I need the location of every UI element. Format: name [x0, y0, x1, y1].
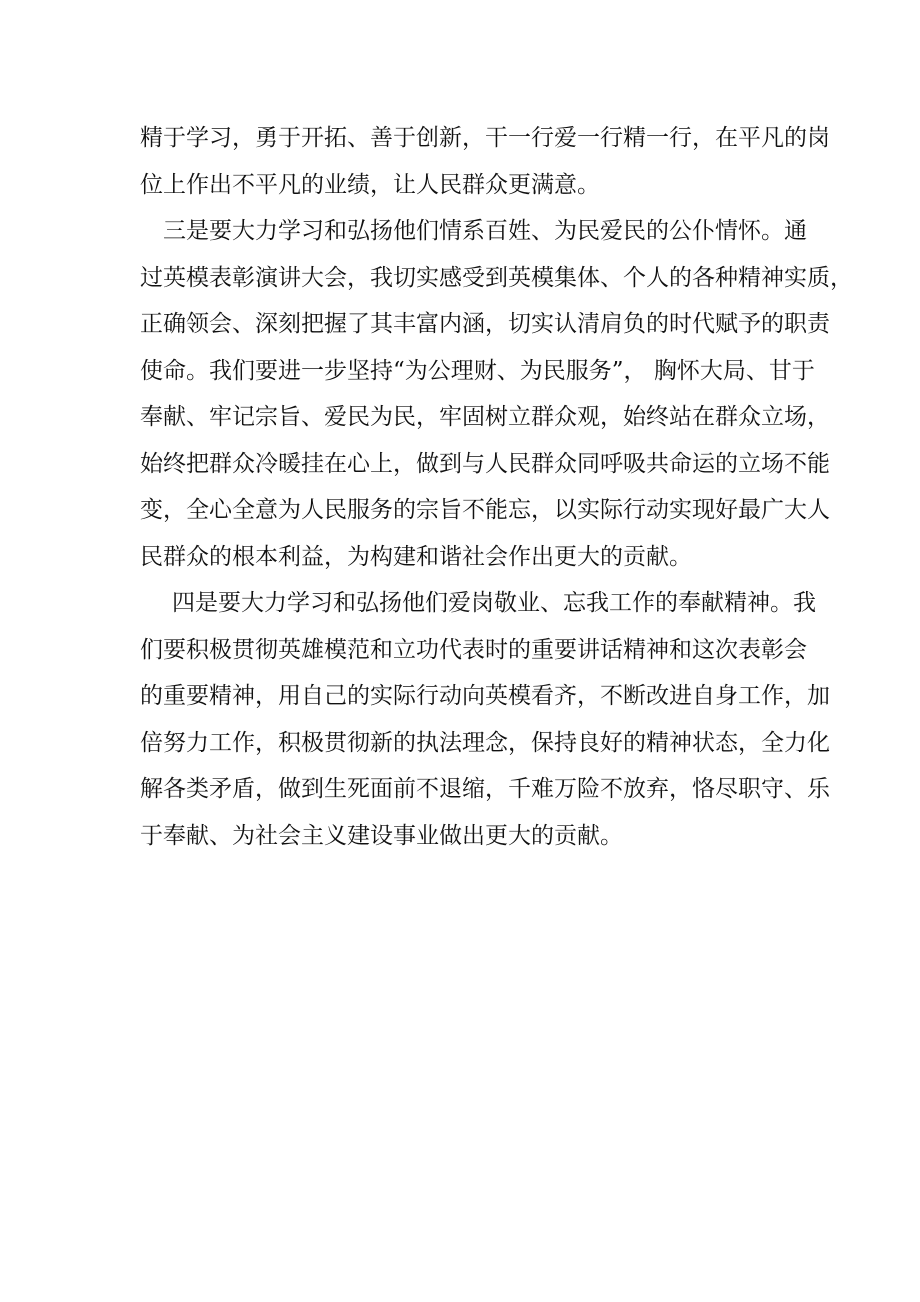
- text-line: 四是要大力学习和弘扬他们爱岗敬业、忘我工作的奉献精神。我: [172, 590, 816, 616]
- text-line: 解各类矛盾，做到生死面前不退缩，千难万险不放弃，恪尽职守、乐: [140, 776, 830, 802]
- text-line: 变，全心全意为人民服务的宗旨不能忘，以实际行动实现好最广大人: [140, 497, 830, 523]
- text-line: 民群众的根本利益，为构建和谐社会作出更大的贡献。: [140, 543, 692, 570]
- text-line: 正确领会、深刻把握了其丰富内涵，切实认清肩负的时代赋予的职责: [140, 311, 830, 337]
- paragraph-point-three: [140, 208, 853, 580]
- text-line: 倍努力工作，积极贯彻新的执法理念，保持良好的精神状态，全力化: [140, 729, 830, 756]
- text-line: 的重要精神，用自己的实际行动向英模看齐，不断改进自身工作，加: [140, 683, 830, 709]
- text-line: 始终把群众冷暖挂在心上，做到与人民群众同呼吸共命运的立场不能: [140, 450, 830, 477]
- text-line: 奉献、牢记宗旨、爱民为民，牢固树立群众观，始终站在群众立场，: [140, 404, 830, 430]
- text-line: 于奉献、为社会主义建设事业做出更大的贡献。: [140, 822, 623, 849]
- text-line: 使命。我们要进一步坚持“为公理财、为民服务”， 胸怀大局、甘于: [140, 357, 815, 384]
- text-line: 精于学习，勇于开拓、善于创新，干一行爱一行精一行，在平凡的岗: [140, 125, 830, 151]
- text-line: 位上作出不平凡的业绩，让人民群众更满意。: [140, 171, 600, 198]
- paragraph-point-four: [140, 580, 830, 859]
- paragraph-continuation: [140, 115, 830, 208]
- text-line: 过英模表彰演讲大会，我切实感受到英模集体、个人的各种精神实质，: [140, 264, 853, 291]
- document-body: [140, 115, 853, 859]
- text-line: 三是要大力学习和弘扬他们情系百姓、为民爱民的公仆情怀。通: [140, 218, 807, 244]
- text-line: 们要积极贯彻英雄模范和立功代表时的重要讲话精神和这次表彰会: [140, 636, 807, 663]
